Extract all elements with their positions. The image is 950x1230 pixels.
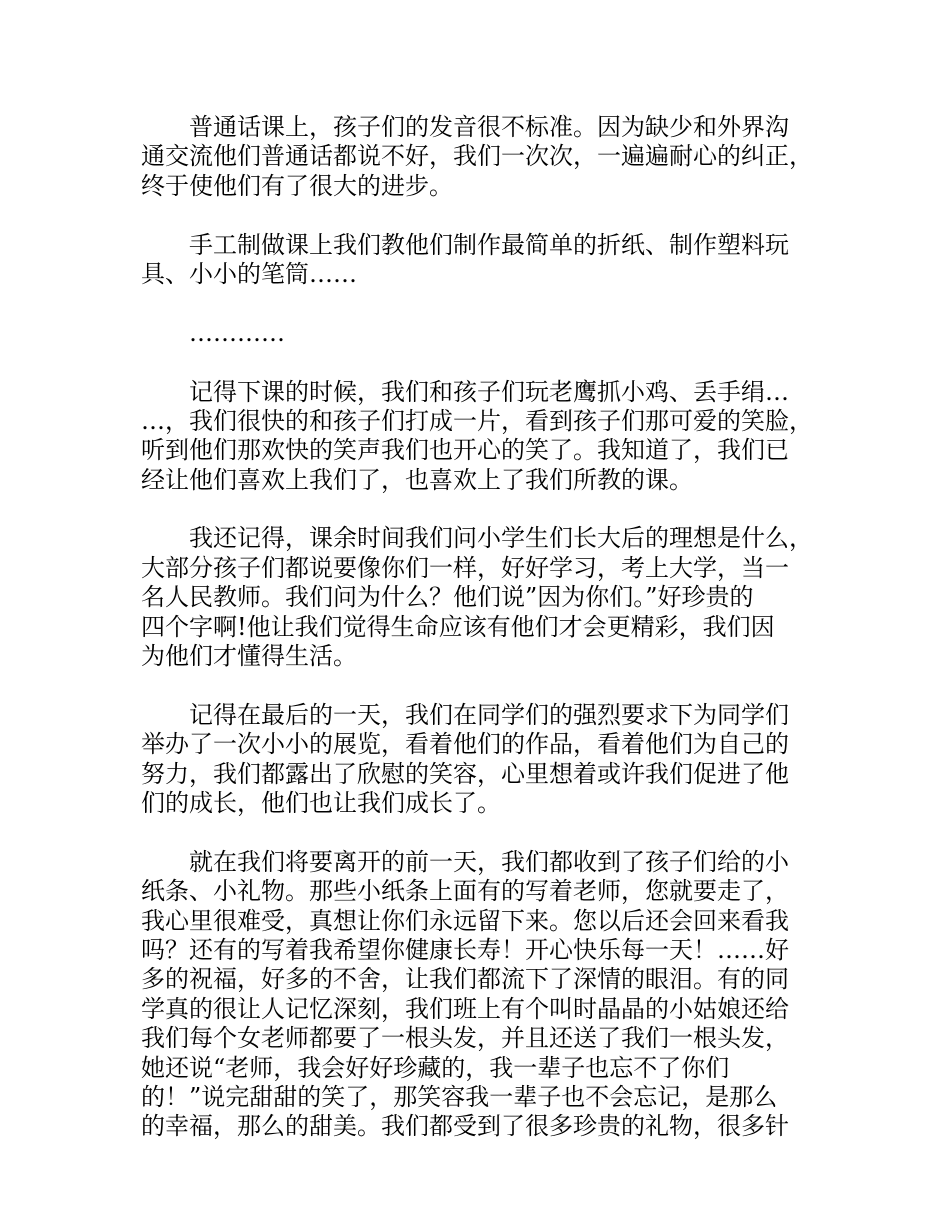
- text-line: 举办了一次小小的展览，看着他们的作品，看着他们为自己的: [141, 730, 789, 759]
- paragraph-putonghua: [141, 113, 821, 201]
- text-line: 听到他们那欢快的笑声我们也开心的笑了。我知道了，我们已: [141, 436, 789, 465]
- text-line: 记得在最后的一天，我们在同学们的强烈要求下为同学们: [189, 700, 789, 729]
- text-line: 多的祝福，好多的不舍，让我们都流下了深情的眼泪。有的同: [141, 965, 789, 994]
- text-line: 努力，我们都露出了欣慰的笑容，心里想着或许我们促进了他: [141, 759, 789, 788]
- text-line: 手工制做课上我们教他们制作最简单的折纸、制作塑料玩: [189, 230, 789, 259]
- text-line: 名人民教师。我们问为什么？他们说”因为你们。”好珍贵的: [141, 583, 754, 612]
- text-line: 终于使他们有了很大的进步。: [141, 171, 453, 200]
- paragraph-ideals: [141, 524, 821, 671]
- text-line: 我心里很难受，真想让你们永远留下来。您以后还会回来看我: [141, 906, 789, 935]
- paragraph-ellipsis: [141, 319, 821, 348]
- text-line: 吗？还有的写着我希望你健康长寿！开心快乐每一天！……好: [141, 935, 789, 964]
- text-line: 的幸福，那么的甜美。我们都受到了很多珍贵的礼物，很多针: [141, 1112, 789, 1141]
- text-line: 大部分孩子们都说要像你们一样，好好学习，考上大学，当一: [141, 553, 789, 582]
- text-line: 我还记得，课余时间我们问小学生们长大后的理想是什么，: [189, 524, 813, 553]
- text-line: 我们每个女老师都要了一根头发，并且还送了我们一根头发，: [141, 1024, 789, 1053]
- text-line: 记得下课的时候，我们和孩子们玩老鹰抓小鸡、丢手绢…: [189, 377, 789, 406]
- text-line: …………: [189, 318, 285, 347]
- text-line: …，我们很快的和孩子们打成一片，看到孩子们那可爱的笑脸，: [141, 406, 813, 435]
- text-line: 普通话课上，孩子们的发音很不标准。因为缺少和外界沟: [189, 113, 789, 141]
- text-line: 们的成长，他们也让我们成长了。: [141, 788, 501, 817]
- text-line: 四个字啊!他让我们觉得生命应该有他们才会更精彩，我们因: [141, 612, 775, 641]
- text-line: 她还说“老师，我会好好珍藏的，我一辈子也忘不了你们: [141, 1053, 730, 1082]
- text-line: 经让他们喜欢上我们了，也喜欢上了我们所教的课。: [141, 465, 693, 494]
- text-line: 为他们才懂得生活。: [141, 642, 357, 671]
- paragraph-farewell: [141, 848, 821, 1142]
- paragraph-handcraft: [141, 231, 821, 290]
- document-body: [141, 113, 821, 1171]
- paragraph-exhibition: [141, 701, 821, 819]
- text-line: 纸条、小礼物。那些小纸条上面有的写着老师，您就要走了，: [141, 877, 789, 906]
- text-line: 学真的很让人记忆深刻，我们班上有个叫时晶晶的小姑娘还给: [141, 994, 789, 1023]
- text-line: 的！”说完甜甜的笑了，那笑容我一辈子也不会忘记，是那么: [141, 1082, 778, 1111]
- text-line: 通交流他们普通话都说不好，我们一次次，一遍遍耐心的纠正，: [141, 142, 813, 171]
- paragraph-after-class: [141, 378, 821, 496]
- text-line: 就在我们将要离开的前一天，我们都收到了孩子们给的小: [189, 847, 789, 876]
- text-line: 具、小小的笔筒……: [141, 259, 357, 288]
